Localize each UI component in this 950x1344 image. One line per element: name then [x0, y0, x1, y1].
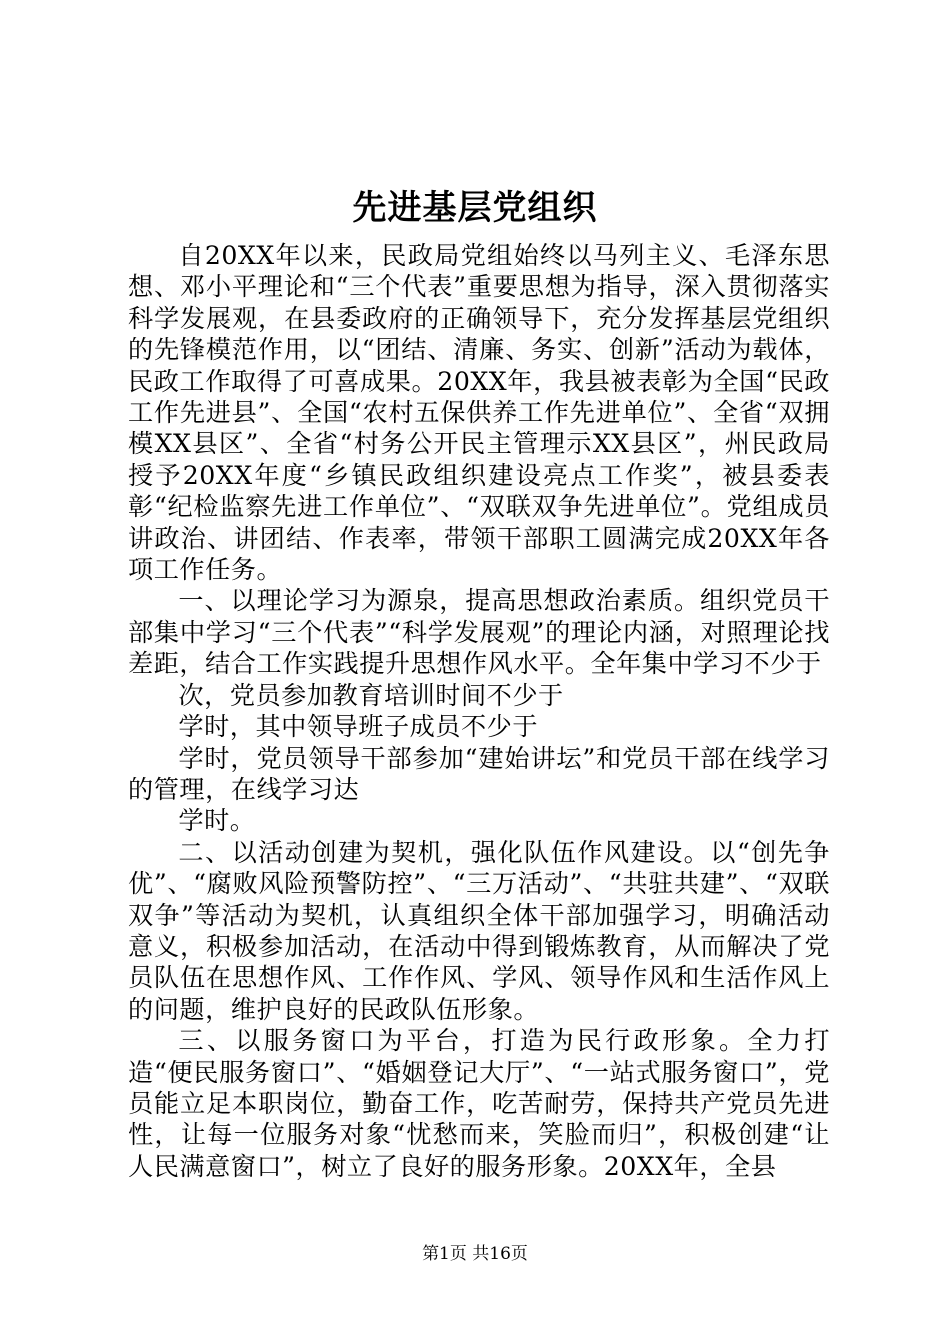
document-title: 先进基层党组织: [352, 188, 598, 228]
paragraph-section-1: 一、以理论学习为源泉，提高思想政治素质。组织党员干部集中学习“三个代表”“科学发展观”的理论内涵，对照理论找差距，结合工作实践提升思想作风水平。全年集中学习不少于: [128, 586, 830, 679]
paragraph-study-hours-end: 学时。: [178, 806, 256, 836]
page-number: 第1页 共16页: [422, 1244, 528, 1264]
paragraph-section-2: 二、以活动创建为契机，强化队伍作风建设。以“创先争优”、“腐败风险预警防控”、“三万活动”、“共驻共建”、“双联双争”等活动为契机，认真组织全体干部加强学习，明确活动意义，积极参加活动，在活动中得到锻炼教育，从而解决了党员队伍在思想作风、工作作风、学风、领导作风和生活作风上的问题，维护良好的民政队伍形象。: [128, 837, 830, 1024]
paragraph-study-count: 次，党员参加教育培训时间不少于: [178, 680, 564, 710]
paragraph-section-3: 三、以服务窗口为平台，打造为民行政形象。全力打造“便民服务窗口”、“婚姻登记大厅”、“一站式服务窗口”，党员能立足本职岗位，勤奋工作，吃苦耐劳，保持共产党员先进性，让每一位服务对象“忧愁而来，笑脸而归”，积极创建“让人民满意窗口”，树立了良好的服务形象。20XX年，全县: [128, 1026, 830, 1181]
paragraph-online-study: 学时，党员领导干部参加“建始讲坛”和党员干部在线学习的管理，在线学习达: [128, 743, 830, 804]
paragraph-intro: 自20XX年以来，民政局党组始终以马列主义、毛泽东思想、邓小平理论和“三个代表”重要思想为指导，深入贯彻落实科学发展观，在县委政府的正确领导下，充分发挥基层党组织的先锋模范作用，以“团结、清廉、务实、创新”活动为载体，民政工作取得了可喜成果。20XX年，我县被表彰为全国“民政工作先进县”、全国“农村五保供养工作先进单位”、全省“双拥模XX县区”、全省“村务公开民主管理示XX县区”，州民政局授予20XX年度“乡镇民政组织建设亮点工作奖”，被县委表彰“纪检监察先进工作单位”、“双联双争先进单位”。党组成员讲政治、讲团结、作表率，带领干部职工圆满完成20XX年各项工作任务。: [128, 241, 830, 585]
paragraph-study-hours: 学时，其中领导班子成员不少于: [178, 712, 539, 742]
document-body: [128, 240, 830, 1182]
